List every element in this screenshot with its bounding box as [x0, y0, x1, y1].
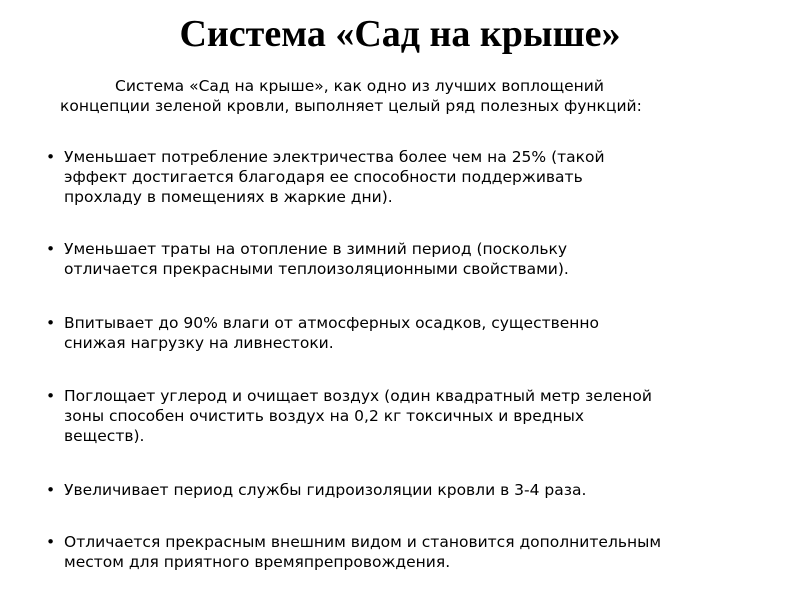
bullet-item	[46, 239, 776, 279]
bullet-icon: •	[46, 387, 56, 405]
bullet-icon: •	[46, 533, 56, 551]
bullet-line: отличается прекрасными теплоизоляционными свойствами).	[64, 260, 569, 278]
bullet-line: Увеличивает период службы гидроизоляции кровли в 3-4 раза.	[64, 481, 587, 499]
bullet-item	[46, 386, 776, 446]
bullet-line: Отличается прекрасным внешним видом и становится дополнительным	[64, 533, 662, 551]
bullet-line: Впитывает до 90% влаги от атмосферных осадков, существенно	[64, 314, 600, 332]
slide-title: Система «Сад на крыше»	[179, 13, 621, 55]
intro-paragraph	[60, 76, 760, 116]
bullet-item	[46, 480, 776, 500]
bullet-line: прохладу в помещениях в жаркие дни).	[64, 188, 393, 206]
bullet-icon: •	[46, 481, 56, 499]
bullet-line: веществ).	[64, 427, 145, 445]
bullet-line: зоны способен очистить воздух на 0,2 кг токсичных и вредных	[64, 407, 585, 425]
intro-line: Система «Сад на крыше», как одно из лучших воплощений	[115, 77, 604, 95]
bullet-line: Уменьшает траты на отопление в зимний период (поскольку	[64, 240, 568, 258]
bullet-item	[46, 147, 776, 207]
bullet-line: Уменьшает потребление электричества более чем на 25% (такой	[64, 148, 605, 166]
bullet-item	[46, 313, 776, 353]
bullet-icon: •	[46, 148, 56, 166]
bullet-line: местом для приятного времяпрепровождения.	[64, 553, 451, 571]
bullet-line: эффект достигается благодаря ее способности поддерживать	[64, 168, 583, 186]
bullet-line: снижая нагрузку на ливнестоки.	[64, 334, 334, 352]
bullet-item	[46, 532, 776, 572]
bullet-line: Поглощает углерод и очищает воздух (один квадратный метр зеленой	[64, 387, 652, 405]
bullet-icon: •	[46, 314, 56, 332]
intro-line: концепции зеленой кровли, выполняет целый ряд полезных функций:	[60, 97, 642, 115]
bullet-icon: •	[46, 240, 56, 258]
